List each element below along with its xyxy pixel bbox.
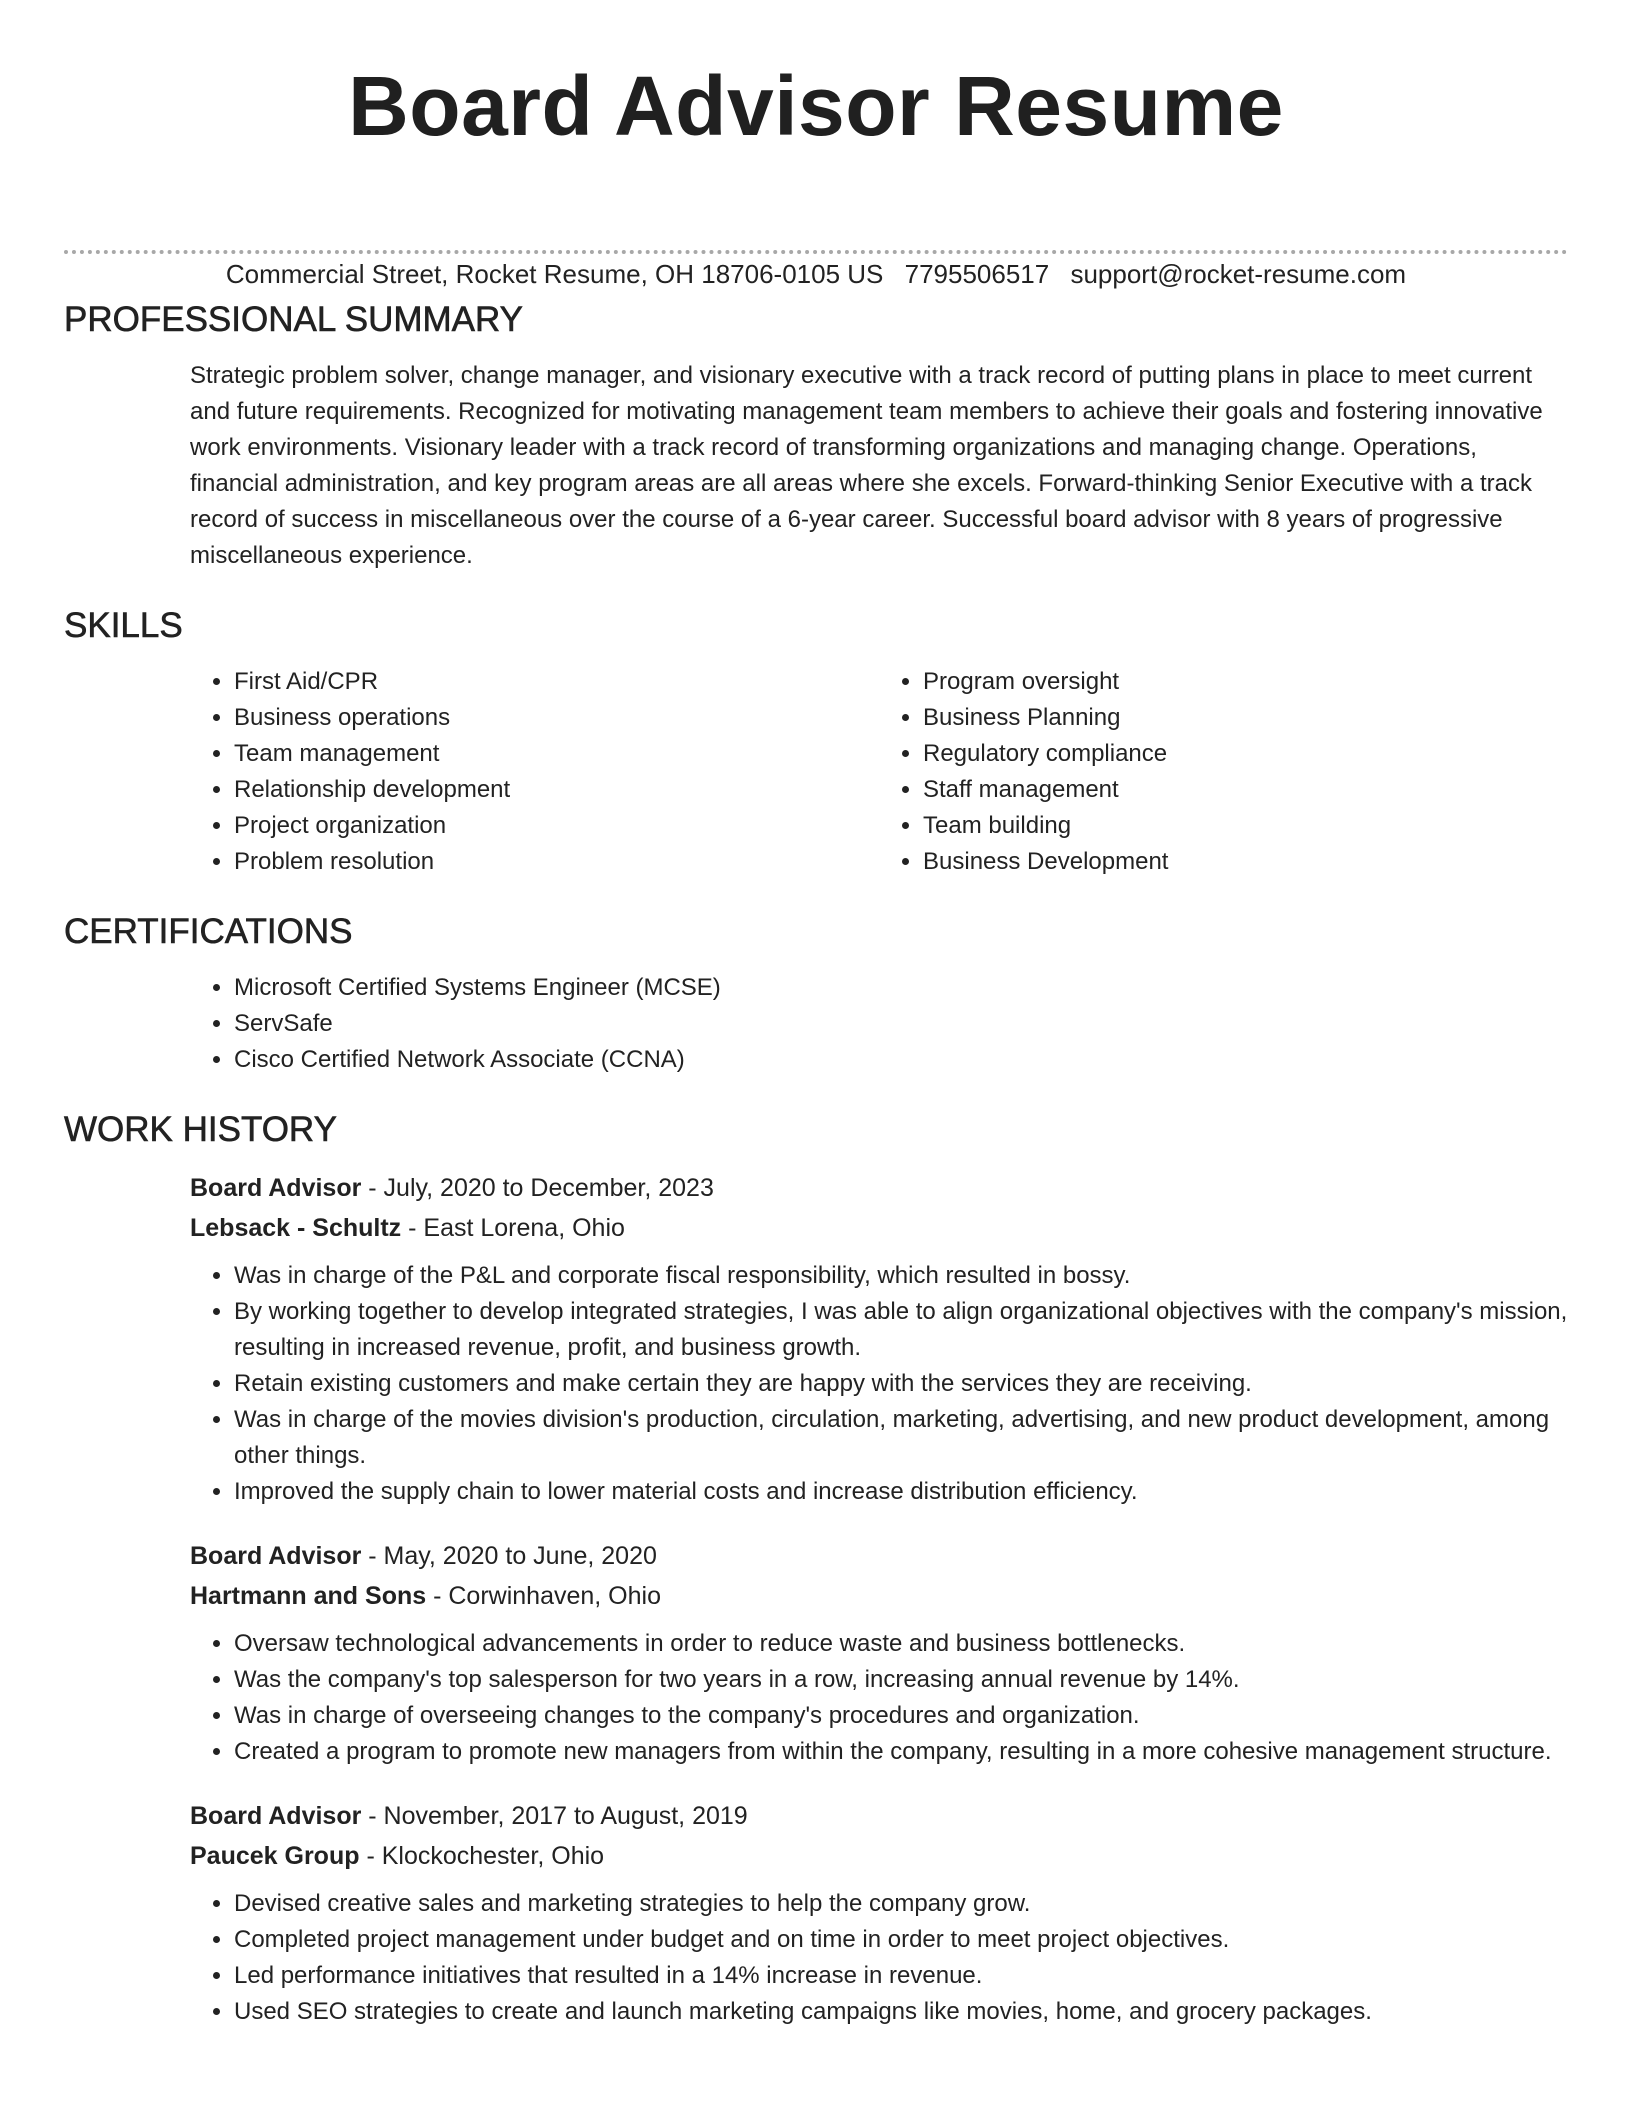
job-bullets — [190, 1886, 1568, 2030]
job-bullet: • Was in charge of the P&L and corporate fiscal responsibility, which resulted in bossy. — [234, 1258, 1568, 1294]
skill-item: • Team management — [234, 736, 879, 772]
job-company-line — [190, 1576, 1568, 1616]
certifications-heading: CERTIFICATIONS — [64, 912, 353, 951]
job-entry — [190, 1536, 1568, 1770]
summary-text: Strategic problem solver, change manager, and visionary executive with a track record of putting plans in place to meet current and future requirements. Recognized for motivating management team members to achieve their goals and fostering innovative work environments. Visionary leader with a track record of transforming organizations and managing change. Operations, financial administration, and key program areas are all areas where she excels. Forward-thinking Senior Executive with a track record of success in miscellaneous over the course of a 6-year career. Successful board advisor with 8 years of progressive miscellaneous experience. — [190, 362, 1543, 569]
certifications-section — [64, 902, 1568, 1078]
skill-item: • Staff management — [923, 772, 1568, 808]
job-bullet: • Oversaw technological advancements in order to reduce waste and business bottlenecks. — [234, 1626, 1568, 1662]
job-bullet: • Was in charge of overseeing changes to the company's procedures and organization. — [234, 1698, 1568, 1734]
job-title: Board Advisor — [190, 1174, 362, 1202]
contact-line — [0, 258, 1632, 290]
job-bullets — [190, 1626, 1568, 1770]
certification-item: • Cisco Certified Network Associate (CCNA) — [234, 1042, 1568, 1078]
job-title: Board Advisor — [190, 1802, 362, 1830]
work-history-section — [64, 1100, 1568, 2030]
skill-item: • Business Development — [923, 844, 1568, 880]
summary-heading: PROFESSIONAL SUMMARY — [64, 300, 523, 339]
job-company: Lebsack - Schultz — [190, 1214, 402, 1242]
job-location: - Corwinhaven, Ohio — [426, 1582, 661, 1610]
job-bullet: • Devised creative sales and marketing strategies to help the company grow. — [234, 1886, 1568, 1922]
job-title: Board Advisor — [190, 1542, 362, 1570]
skills-heading: SKILLS — [64, 606, 183, 645]
summary-section — [64, 290, 1568, 574]
skill-item: • First Aid/CPR — [234, 664, 879, 700]
contact-address: Commercial Street, Rocket Resume, OH 18706-0105 US — [225, 259, 884, 289]
job-bullet: • Improved the supply chain to lower material costs and increase distribution efficiency. — [234, 1474, 1568, 1510]
skill-item: • Problem resolution — [234, 844, 879, 880]
job-entry — [190, 1796, 1568, 2030]
job-company: Paucek Group — [190, 1842, 360, 1870]
job-dates: - May, 2020 to June, 2020 — [361, 1542, 657, 1570]
skill-item: • Relationship development — [234, 772, 879, 808]
job-location: - East Lorena, Ohio — [401, 1214, 625, 1242]
skills-list-left — [190, 664, 879, 880]
job-bullet: • Was the company's top salesperson for two years in a row, increasing annual revenue by 14%. — [234, 1662, 1568, 1698]
contact-phone: 7795506517 — [904, 259, 1050, 289]
header-divider — [64, 250, 1568, 254]
skill-item: • Program oversight — [923, 664, 1568, 700]
job-bullet: • Was in charge of the movies division's production, circulation, marketing, advertising, and new product development, among other things. — [234, 1402, 1568, 1474]
job-dates: - November, 2017 to August, 2019 — [361, 1802, 748, 1830]
skill-item: • Business operations — [234, 700, 879, 736]
job-entry — [190, 1168, 1568, 1510]
resume-content — [64, 290, 1568, 2030]
certification-item: • Microsoft Certified Systems Engineer (MCSE) — [234, 970, 1568, 1006]
job-bullet: • By working together to develop integrated strategies, I was able to align organizational objectives with the company's mission, resulting in increased revenue, profit, and business growth. — [234, 1294, 1568, 1366]
job-company: Hartmann and Sons — [190, 1582, 427, 1610]
job-bullets — [190, 1258, 1568, 1510]
skills-section — [64, 596, 1568, 880]
skill-item: • Project organization — [234, 808, 879, 844]
certifications-list — [190, 970, 1568, 1078]
job-company-line — [190, 1208, 1568, 1248]
certification-item: • ServSafe — [234, 1006, 1568, 1042]
skill-item: • Business Planning — [923, 700, 1568, 736]
job-company-line — [190, 1836, 1568, 1876]
skills-list-right — [879, 664, 1568, 880]
job-bullet: • Retain existing customers and make certain they are happy with the services they are receiving. — [234, 1366, 1568, 1402]
job-bullet: • Led performance initiatives that resulted in a 14% increase in revenue. — [234, 1958, 1568, 1994]
skill-item: • Regulatory compliance — [923, 736, 1568, 772]
job-title-line — [190, 1168, 1568, 1208]
work-history-heading: WORK HISTORY — [64, 1110, 337, 1149]
job-bullet: • Created a program to promote new managers from within the company, resulting in a more cohesive management structure. — [234, 1734, 1568, 1770]
skill-item: • Team building — [923, 808, 1568, 844]
contact-email: support@rocket-resume.com — [1070, 259, 1407, 289]
job-title-line — [190, 1536, 1568, 1576]
resume-title: Board Advisor Resume — [348, 59, 1284, 153]
job-bullet: • Completed project management under budget and on time in order to meet project objectives. — [234, 1922, 1568, 1958]
job-title-line — [190, 1796, 1568, 1836]
job-location: - Klockochester, Ohio — [359, 1842, 605, 1870]
job-bullet: • Used SEO strategies to create and launch marketing campaigns like movies, home, and grocery packages. — [234, 1994, 1568, 2030]
job-dates: - July, 2020 to December, 2023 — [361, 1174, 714, 1202]
